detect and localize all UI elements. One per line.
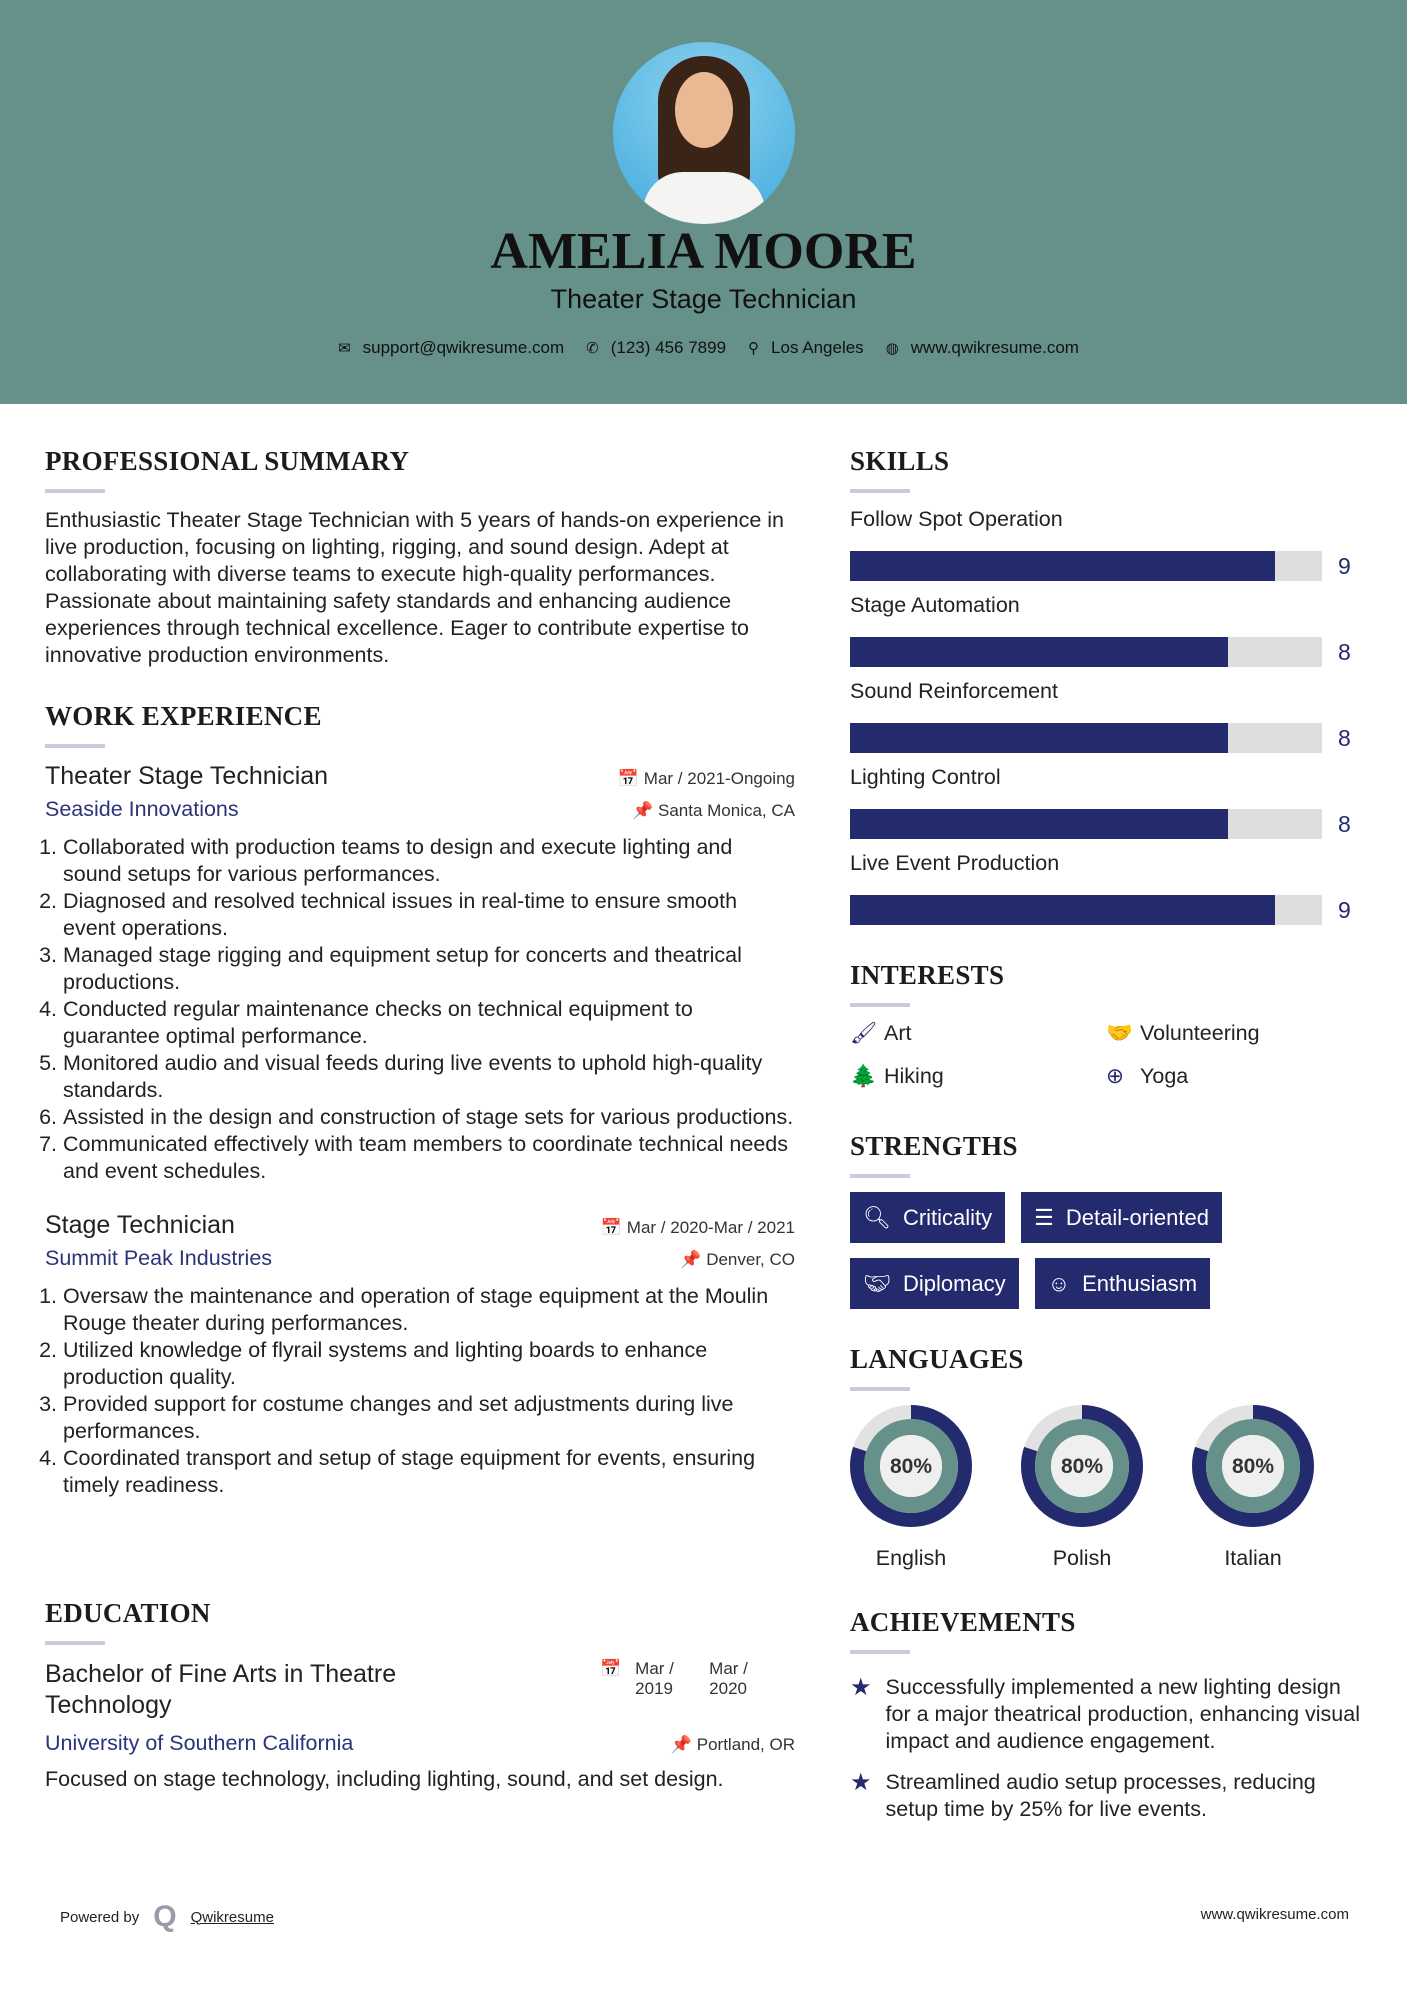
job-location: Denver, CO bbox=[706, 1250, 795, 1269]
heading-underline bbox=[45, 1641, 105, 1645]
job-bullets bbox=[45, 834, 795, 1185]
envelope-icon: ✉ bbox=[338, 340, 351, 357]
language-percent: 80% bbox=[1231, 1455, 1275, 1478]
language-name: Polish bbox=[1052, 1546, 1112, 1570]
powered-by-label: Powered by bbox=[60, 1908, 140, 1926]
job-dates: Mar / 2020-Mar / 2021 bbox=[626, 1218, 795, 1237]
language-percent: 80% bbox=[889, 1455, 933, 1478]
bullet: 6. Assisted in the design and construction of stage sets for various productions. bbox=[63, 1104, 795, 1131]
pin-icon: 📌 bbox=[680, 1250, 707, 1269]
pin-icon: 📌 bbox=[670, 1735, 697, 1754]
language-name: Italian bbox=[1224, 1546, 1282, 1570]
job-title: Theater Stage Technician bbox=[45, 762, 329, 790]
language-percent: 80% bbox=[1060, 1455, 1104, 1478]
section-heading: EDUCATION bbox=[45, 1598, 211, 1628]
language-item bbox=[1021, 1405, 1143, 1571]
skill-value: 8 bbox=[1338, 810, 1351, 837]
footer-website[interactable]: www.qwikresume.com bbox=[1200, 1906, 1349, 1923]
strength-chip: 🤝︎ Diplomacy bbox=[850, 1258, 1019, 1309]
language-donut bbox=[1192, 1405, 1314, 1527]
bullet: 5. Monitored audio and visual feeds during live events to uphold high-quality standards. bbox=[63, 1050, 795, 1104]
bullet: 3. Managed stage rigging and equipment setup for concerts and theatrical productions. bbox=[63, 942, 795, 996]
skill-bar bbox=[850, 809, 1322, 839]
bullet: 4. Coordinated transport and setup of stage equipment for events, ensuring timely readiness. bbox=[63, 1445, 795, 1499]
star-icon: ★ bbox=[850, 1674, 872, 1701]
brand-link[interactable]: Qwikresume bbox=[190, 1908, 274, 1926]
bullet: 1. Oversaw the maintenance and operation of stage equipment at the Moulin Rouge theater during performances. bbox=[63, 1283, 795, 1337]
section-heading: INTERESTS bbox=[850, 960, 1005, 990]
email[interactable]: support@qwikresume.com bbox=[362, 338, 565, 357]
phone-icon: ✆ bbox=[586, 340, 599, 357]
job-dates: Mar / 2021-Ongoing bbox=[643, 769, 795, 788]
interest-item: 🤝 Volunteering bbox=[1106, 1021, 1260, 1045]
education-section bbox=[45, 1598, 795, 1793]
language-item bbox=[1192, 1405, 1314, 1571]
achievements-section bbox=[850, 1607, 1360, 1837]
skill-item bbox=[850, 679, 1360, 765]
skill-item bbox=[850, 765, 1360, 851]
interest-item: ⊕ Yoga bbox=[1106, 1064, 1189, 1088]
summary-section bbox=[45, 446, 795, 669]
interests-section bbox=[850, 960, 1360, 1089]
achievement-item: ★ Successfully implemented a new lighting design for a major theatrical production, enhancing visual impact and audience engagement. bbox=[850, 1674, 1360, 1753]
search-icon: 🔍︎ bbox=[863, 1204, 891, 1230]
company: Seaside Innovations bbox=[45, 797, 239, 821]
job-entry bbox=[45, 1211, 795, 1499]
strength-chip: 🔍︎ Criticality bbox=[850, 1192, 1005, 1243]
bullet: 3. Provided support for costume changes and set adjustments during live performances. bbox=[63, 1391, 795, 1445]
skills-section bbox=[850, 446, 1360, 937]
website[interactable]: www.qwikresume.com bbox=[910, 338, 1079, 357]
skill-item bbox=[850, 593, 1360, 679]
skill-bar-fill bbox=[850, 723, 1228, 753]
skill-item bbox=[850, 507, 1360, 593]
handshake-icon: 🤝 bbox=[1106, 1021, 1133, 1045]
degree: Bachelor of Fine Arts in Theatre Technology bbox=[45, 1660, 397, 1719]
section-heading: SKILLS bbox=[850, 446, 950, 476]
skill-bar-fill bbox=[850, 895, 1275, 925]
company: Summit Peak Industries bbox=[45, 1246, 273, 1270]
globe-icon: ◍ bbox=[885, 340, 899, 357]
bullet: 2. Utilized knowledge of flyrail systems and lighting boards to enhance production quality. bbox=[63, 1337, 795, 1391]
pin-icon: 📌 bbox=[632, 801, 658, 820]
language-name: English bbox=[875, 1546, 947, 1570]
skill-value: 8 bbox=[1338, 724, 1351, 751]
heading-underline bbox=[850, 1650, 910, 1654]
skill-bar bbox=[850, 551, 1322, 581]
languages-section bbox=[850, 1344, 1360, 1571]
edu-start: Mar / 2019 bbox=[635, 1659, 674, 1698]
list-icon: ☰ bbox=[1034, 1204, 1054, 1230]
bullet: 4. Conducted regular maintenance checks on technical equipment to guarantee optimal performance. bbox=[63, 996, 795, 1050]
summary-text: Enthusiastic Theater Stage Technician with 5 years of hands-on experience in live production, focusing on lighting, rigging, and sound design. Adept at collaborating with diverse teams to execute high-quality performances. Passionate about maintaining safety standards and enhancing audience experiences through technical excellence. Eager to contribute expertise to innovative production environments. bbox=[45, 508, 785, 667]
interest-item: 🌲 Hiking bbox=[850, 1064, 944, 1088]
language-donut bbox=[1021, 1405, 1143, 1527]
header bbox=[0, 0, 1407, 404]
job-location: Santa Monica, CA bbox=[657, 801, 795, 820]
smile-icon: ☺ bbox=[1047, 1270, 1071, 1296]
skill-bar-fill bbox=[850, 551, 1275, 581]
job-bullets bbox=[45, 1283, 795, 1499]
heading-underline bbox=[850, 1003, 910, 1007]
skill-bar bbox=[850, 723, 1322, 753]
handshake-icon: 🤝︎ bbox=[863, 1270, 891, 1296]
section-heading: ACHIEVEMENTS bbox=[850, 1607, 1076, 1637]
section-heading: PROFESSIONAL SUMMARY bbox=[45, 446, 410, 476]
job-title: Stage Technician bbox=[45, 1211, 235, 1239]
achievement-item: ★ Streamlined audio setup processes, reducing setup time by 25% for live events. bbox=[850, 1769, 1316, 1821]
calendar-icon: 📅 bbox=[600, 1218, 627, 1237]
edu-description: Focused on stage technology, including lighting, sound, and set design. bbox=[45, 1767, 724, 1791]
heading-underline bbox=[850, 1174, 910, 1178]
language-donut bbox=[850, 1405, 972, 1527]
job-entry bbox=[45, 762, 795, 1185]
map-pin-icon: ⚲ bbox=[748, 340, 760, 357]
lifering-icon: ⊕ bbox=[1106, 1064, 1125, 1088]
skill-name: Stage Automation bbox=[850, 593, 1020, 617]
profile-photo bbox=[613, 42, 795, 224]
phone: (123) 456 7899 bbox=[610, 338, 727, 357]
strengths-section bbox=[850, 1131, 1360, 1309]
language-item bbox=[850, 1405, 972, 1571]
skill-name: Live Event Production bbox=[850, 851, 1060, 875]
skill-name: Sound Reinforcement bbox=[850, 679, 1058, 703]
bullet: 1. Collaborated with production teams to design and execute lighting and sound setups for various performances. bbox=[63, 834, 795, 888]
qwikresume-logo-icon: Q bbox=[153, 1900, 177, 1933]
calendar-icon: 📅 bbox=[617, 769, 644, 788]
skill-item bbox=[850, 851, 1360, 937]
skill-value: 9 bbox=[1338, 552, 1351, 579]
candidate-name: AMELIA MOORE bbox=[490, 223, 917, 280]
section-heading: WORK EXPERIENCE bbox=[45, 701, 322, 731]
skill-value: 8 bbox=[1338, 638, 1351, 665]
strength-chip: ☰ Detail-oriented bbox=[1021, 1192, 1222, 1243]
job-title: Theater Stage Technician bbox=[550, 284, 857, 314]
skill-name: Follow Spot Operation bbox=[850, 507, 1063, 531]
section-heading: STRENGTHS bbox=[850, 1131, 1018, 1161]
skill-bar-fill bbox=[850, 637, 1228, 667]
star-icon: ★ bbox=[850, 1769, 872, 1796]
footer-brand bbox=[60, 1900, 274, 1934]
bullet: 2. Diagnosed and resolved technical issues in real-time to ensure smooth event operations. bbox=[63, 888, 795, 942]
heading-underline bbox=[850, 489, 910, 493]
paintbrush-icon: 🖌 bbox=[850, 1021, 878, 1045]
heading-underline bbox=[45, 744, 105, 748]
heading-underline bbox=[850, 1387, 910, 1391]
strength-chip: ☺ Enthusiasm bbox=[1035, 1258, 1210, 1309]
interest-item: 🖌 Art bbox=[850, 1021, 912, 1045]
section-heading: LANGUAGES bbox=[850, 1344, 1024, 1374]
skill-bar bbox=[850, 895, 1322, 925]
school: University of Southern California bbox=[45, 1731, 354, 1755]
skill-bar bbox=[850, 637, 1322, 667]
tree-icon: 🌲 bbox=[850, 1064, 877, 1088]
heading-underline bbox=[45, 489, 105, 493]
edu-location: Portland, OR bbox=[696, 1735, 795, 1754]
work-section bbox=[45, 701, 795, 1499]
bullet: 7. Communicated effectively with team members to coordinate technical needs and event schedules. bbox=[63, 1131, 795, 1185]
contact-bar bbox=[0, 338, 1407, 358]
edu-end: Mar / 2020 bbox=[709, 1659, 748, 1698]
skill-value: 9 bbox=[1338, 896, 1351, 923]
location: Los Angeles bbox=[771, 338, 864, 357]
calendar-icon: 📅 bbox=[600, 1659, 622, 1678]
skill-name: Lighting Control bbox=[850, 765, 1001, 789]
skill-bar-fill bbox=[850, 809, 1228, 839]
